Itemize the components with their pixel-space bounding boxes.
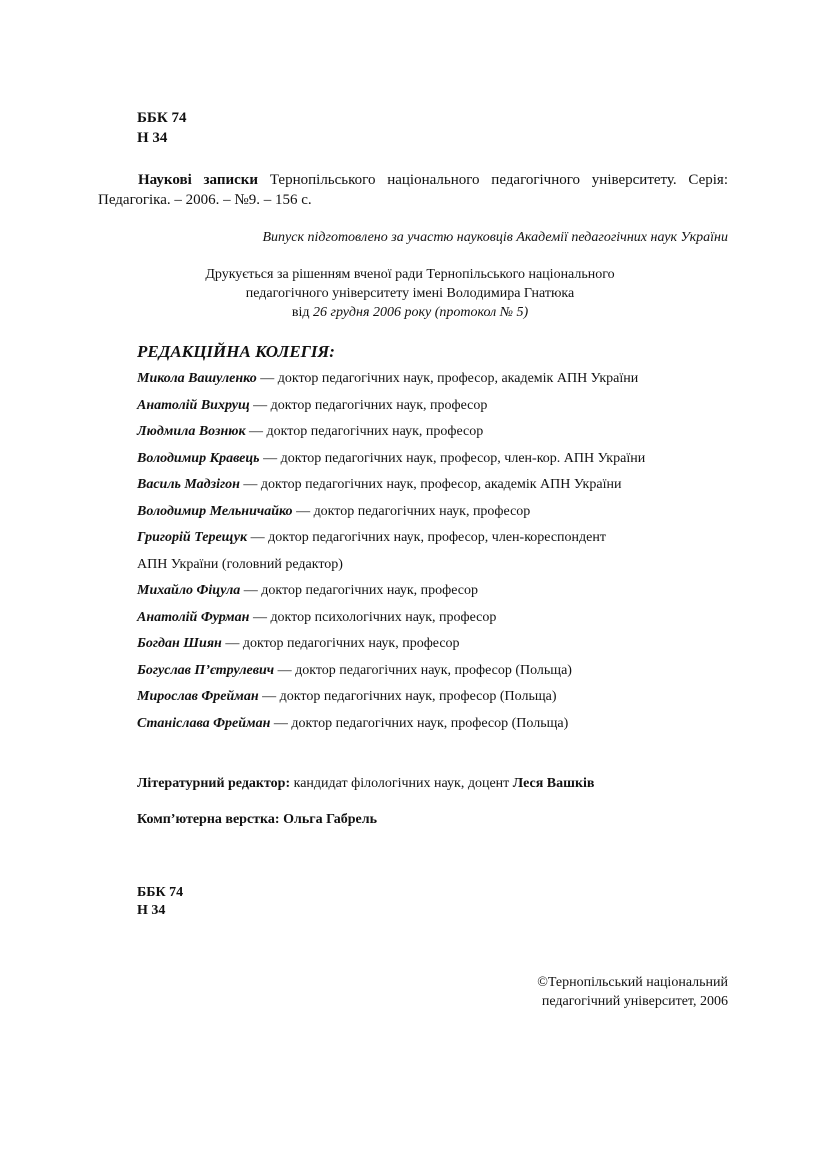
editorial-board-title: РЕДАКЦІЙНА КОЛЕГІЯ:: [137, 342, 335, 361]
board-member-name: Станіслава Фрейман: [137, 715, 271, 731]
print-decision-line-3: [130, 303, 690, 322]
literary-editor-text: кандидат філологічних наук, доцент: [290, 776, 513, 791]
board-member-description: — доктор психологічних наук, професор: [249, 609, 497, 625]
board-member-description: — доктор педагогічних наук, професор: [292, 503, 531, 519]
literary-editor-label: Літературний редактор:: [137, 776, 291, 791]
editorial-board-list: [137, 370, 737, 741]
board-member-description: АПН України (головний редактор): [137, 556, 343, 572]
layout-credit: Комп’ютерна верстка: Ольга Габрель: [137, 812, 378, 827]
board-member: [137, 476, 737, 503]
citation-title: Наукові записки: [138, 172, 259, 188]
board-member-description: — доктор педагогічних наук, професор (Польща): [258, 689, 557, 704]
board-member: [137, 662, 737, 689]
board-member: [137, 688, 737, 715]
board-member: [137, 529, 737, 556]
board-member-name: Володимир Кравець: [137, 450, 260, 466]
board-member: [137, 503, 737, 530]
copyright-notice: [460, 973, 728, 1011]
board-member: [137, 556, 737, 583]
prepared-note: Випуск підготовлено за участю науковців Академії педагогічних наук України: [262, 230, 728, 245]
board-member-name: Григорій Терещук: [137, 530, 248, 545]
board-member-name: Анатолій Фурман: [137, 609, 250, 625]
board-member-name: Мирослав Фрейман: [137, 689, 259, 704]
board-member: [137, 609, 737, 636]
board-member-description: — доктор педагогічних наук, професор: [221, 636, 460, 651]
board-member-description: — доктор педагогічних наук, професор, академік АПН України: [256, 371, 639, 386]
bbk-bottom-line-2: Н 34: [137, 903, 166, 918]
board-member-name: Богдан Шиян: [137, 636, 222, 651]
board-member-name: Анатолій Вихрущ: [137, 397, 250, 413]
print-decision: [130, 265, 690, 322]
print-decision-line-2: педагогічного університету імені Володимира Гнатюка: [245, 286, 575, 301]
board-member-description: — доктор педагогічних наук, професор (Польща): [270, 715, 569, 731]
board-member-name: Володимир Мельничайко: [137, 503, 293, 519]
board-member-name: Людмила Вознюк: [137, 424, 246, 439]
print-decision-prefix: від: [291, 305, 313, 320]
bibliographic-citation: [98, 170, 728, 210]
board-member: [137, 450, 737, 477]
literary-editor-name: Леся Вашків: [512, 776, 595, 791]
board-member: [137, 423, 737, 450]
copyright-line-2: педагогічний університет, 2006: [541, 994, 728, 1009]
board-member: [137, 635, 737, 662]
board-member-description: — доктор педагогічних наук, професор, член-кор. АПН України: [259, 450, 646, 466]
board-member-name: Микола Вашуленко: [137, 371, 257, 386]
bbk-bottom-line-1: ББК 74: [137, 885, 184, 900]
board-member: [137, 397, 737, 424]
board-member-description: — доктор педагогічних наук, професор (Польща): [274, 662, 572, 678]
board-member-name: Богуслав П’єтрулевич: [137, 662, 275, 678]
board-member: [137, 370, 737, 397]
board-member: [137, 715, 737, 742]
board-member: [137, 582, 737, 609]
board-member-description: — доктор педагогічних наук, професор: [249, 397, 488, 413]
bbk-line-1: ББК 74: [137, 110, 187, 126]
bbk-line-2: Н 34: [137, 130, 168, 146]
print-decision-date: 26 грудня 2006 року (протокол № 5): [312, 305, 529, 320]
board-member-name: Михайло Фіцула: [137, 583, 241, 598]
literary-editor: [137, 776, 594, 792]
copyright-line-1: ©Тернопільський національний: [537, 975, 728, 990]
board-member-description: — доктор педагогічних наук, професор, академік АПН України: [239, 477, 622, 492]
board-member-description: — доктор педагогічних наук, професор, член-кореспондент: [247, 530, 606, 545]
bbk-code: [137, 108, 186, 148]
bbk-code-bottom: [137, 884, 183, 920]
board-member-description: — доктор педагогічних наук, професор: [245, 424, 484, 439]
board-member-description: — доктор педагогічних наук, професор: [240, 583, 479, 598]
board-member-name: Василь Мадзігон: [137, 477, 240, 492]
print-decision-line-1: Друкується за рішенням вченої ради Тернопільського національного: [205, 267, 615, 282]
citation-text: Тернопільського національного педагогічного університету. Серія: Педагогіка. – 2006. – №9. – 156 с.: [98, 172, 728, 208]
